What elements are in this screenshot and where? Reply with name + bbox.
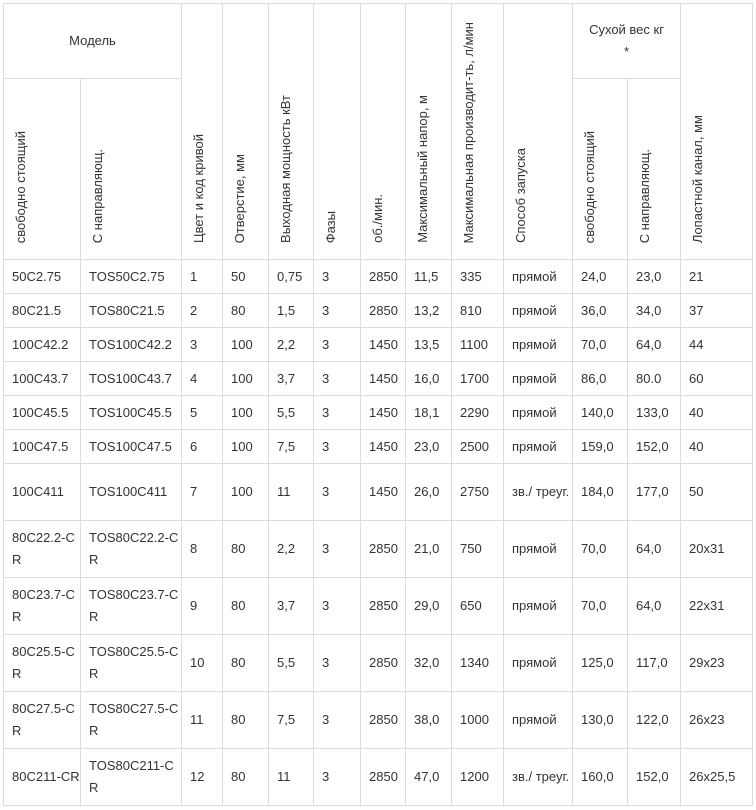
cell-weight-guide: 152,0 — [628, 749, 681, 806]
cell-power: 1,5 — [269, 294, 314, 328]
pump-spec-table — [3, 3, 753, 806]
cell-power: 11 — [269, 464, 314, 521]
cell-channel: 60 — [681, 362, 753, 396]
cell-power: 5,5 — [269, 396, 314, 430]
table-row — [4, 464, 753, 521]
cell-weight-free: 125,0 — [573, 635, 628, 692]
cell-channel: 29x23 — [681, 635, 753, 692]
cell-model: 80C211-CR — [4, 749, 81, 806]
cell-weight-guide: 80.0 — [628, 362, 681, 396]
cell-opening: 80 — [223, 692, 269, 749]
header-max-flow: Максимальная производит-ть, л/мин — [452, 4, 504, 260]
cell-weight-free: 70,0 — [573, 521, 628, 578]
cell-model: 100C411 — [4, 464, 81, 521]
table-row — [4, 692, 753, 749]
cell-max-head: 47,0 — [406, 749, 452, 806]
cell-start-method: прямой — [504, 396, 573, 430]
cell-phases: 3 — [314, 430, 361, 464]
cell-rpm: 1450 — [361, 464, 406, 521]
cell-model-guide: TOS100C45.5 — [81, 396, 182, 430]
cell-phases: 3 — [314, 328, 361, 362]
header-power: Выходная мощность кВт — [269, 4, 314, 260]
cell-max-flow: 2500 — [452, 430, 504, 464]
cell-model: 80C23.7-CR — [4, 578, 81, 635]
cell-color-code: 10 — [182, 635, 223, 692]
table-row — [4, 749, 753, 806]
header-dry-weight: Сухой вес кг * — [573, 4, 681, 79]
cell-rpm: 1450 — [361, 430, 406, 464]
cell-start-method: прямой — [504, 294, 573, 328]
cell-opening: 80 — [223, 749, 269, 806]
cell-model: 80C25.5-CR — [4, 635, 81, 692]
cell-model-guide: TOS80C22.2-CR — [81, 521, 182, 578]
cell-max-flow: 2290 — [452, 396, 504, 430]
table-row — [4, 396, 753, 430]
cell-max-head: 26,0 — [406, 464, 452, 521]
cell-phases: 3 — [314, 635, 361, 692]
cell-start-method: прямой — [504, 635, 573, 692]
cell-weight-guide: 64,0 — [628, 521, 681, 578]
cell-model: 100C43.7 — [4, 362, 81, 396]
cell-model: 100C42.2 — [4, 328, 81, 362]
cell-weight-free: 24,0 — [573, 260, 628, 294]
cell-opening: 100 — [223, 328, 269, 362]
cell-weight-guide: 23,0 — [628, 260, 681, 294]
cell-rpm: 2850 — [361, 578, 406, 635]
cell-opening: 100 — [223, 362, 269, 396]
cell-max-flow: 1700 — [452, 362, 504, 396]
cell-max-flow: 1000 — [452, 692, 504, 749]
cell-power: 7,5 — [269, 430, 314, 464]
cell-max-head: 13,5 — [406, 328, 452, 362]
cell-start-method: прямой — [504, 692, 573, 749]
cell-phases: 3 — [314, 521, 361, 578]
header-weight-free-standing: свободно стоящий — [573, 79, 628, 260]
cell-opening: 100 — [223, 396, 269, 430]
cell-max-flow: 750 — [452, 521, 504, 578]
cell-model: 80C21.5 — [4, 294, 81, 328]
cell-phases: 3 — [314, 692, 361, 749]
cell-power: 2,2 — [269, 328, 314, 362]
cell-color-code: 11 — [182, 692, 223, 749]
cell-color-code: 2 — [182, 294, 223, 328]
cell-weight-free: 159,0 — [573, 430, 628, 464]
cell-channel: 26x23 — [681, 692, 753, 749]
cell-max-flow: 335 — [452, 260, 504, 294]
header-model-free-standing: свободно стоящий — [4, 79, 81, 260]
header-max-head: Максимальный напор, м — [406, 4, 452, 260]
cell-color-code: 4 — [182, 362, 223, 396]
cell-model: 50C2.75 — [4, 260, 81, 294]
cell-weight-guide: 117,0 — [628, 635, 681, 692]
table-row — [4, 635, 753, 692]
cell-model-guide: TOS80C21.5 — [81, 294, 182, 328]
header-opening: Отверстие, мм — [223, 4, 269, 260]
table-body — [4, 260, 753, 806]
cell-color-code: 6 — [182, 430, 223, 464]
header-channel: Лопастной канал, мм — [681, 4, 753, 260]
cell-max-flow: 1340 — [452, 635, 504, 692]
cell-max-flow: 2750 — [452, 464, 504, 521]
cell-opening: 80 — [223, 294, 269, 328]
cell-power: 5,5 — [269, 635, 314, 692]
cell-channel: 40 — [681, 430, 753, 464]
cell-rpm: 1450 — [361, 362, 406, 396]
cell-opening: 80 — [223, 521, 269, 578]
cell-opening: 50 — [223, 260, 269, 294]
cell-model-guide: TOS80C27.5-CR — [81, 692, 182, 749]
cell-rpm: 2850 — [361, 294, 406, 328]
cell-weight-guide: 133,0 — [628, 396, 681, 430]
cell-weight-guide: 152,0 — [628, 430, 681, 464]
cell-max-flow: 1200 — [452, 749, 504, 806]
cell-channel: 37 — [681, 294, 753, 328]
cell-phases: 3 — [314, 464, 361, 521]
table-row — [4, 362, 753, 396]
cell-color-code: 8 — [182, 521, 223, 578]
cell-model-guide: TOS80C25.5-CR — [81, 635, 182, 692]
cell-phases: 3 — [314, 578, 361, 635]
cell-start-method: зв./ треуг. — [504, 464, 573, 521]
cell-weight-free: 70,0 — [573, 328, 628, 362]
cell-channel: 50 — [681, 464, 753, 521]
cell-opening: 80 — [223, 635, 269, 692]
cell-model: 100C45.5 — [4, 396, 81, 430]
cell-rpm: 1450 — [361, 396, 406, 430]
cell-rpm: 2850 — [361, 635, 406, 692]
cell-model: 80C22.2-CR — [4, 521, 81, 578]
table-row — [4, 328, 753, 362]
table-row — [4, 521, 753, 578]
cell-weight-guide: 122,0 — [628, 692, 681, 749]
cell-opening: 80 — [223, 578, 269, 635]
dry-weight-footnote-mark: * — [623, 44, 630, 59]
header-color-code: Цвет и код кривой — [182, 4, 223, 260]
cell-weight-guide: 64,0 — [628, 328, 681, 362]
cell-max-head: 13,2 — [406, 294, 452, 328]
cell-phases: 3 — [314, 396, 361, 430]
cell-channel: 40 — [681, 396, 753, 430]
cell-weight-free: 160,0 — [573, 749, 628, 806]
cell-power: 7,5 — [269, 692, 314, 749]
cell-start-method: прямой — [504, 328, 573, 362]
cell-start-method: прямой — [504, 521, 573, 578]
cell-start-method: прямой — [504, 578, 573, 635]
table-row — [4, 430, 753, 464]
cell-max-head: 23,0 — [406, 430, 452, 464]
cell-model-guide: TOS100C411 — [81, 464, 182, 521]
cell-max-head: 29,0 — [406, 578, 452, 635]
header-model-with-guide: С направляющ. — [81, 79, 182, 260]
cell-rpm: 2850 — [361, 692, 406, 749]
cell-channel: 22x31 — [681, 578, 753, 635]
table-row — [4, 578, 753, 635]
cell-phases: 3 — [314, 362, 361, 396]
cell-color-code: 3 — [182, 328, 223, 362]
cell-phases: 3 — [314, 749, 361, 806]
cell-weight-guide: 177,0 — [628, 464, 681, 521]
cell-power: 2,2 — [269, 521, 314, 578]
cell-max-head: 18,1 — [406, 396, 452, 430]
cell-rpm: 2850 — [361, 749, 406, 806]
header-phases: Фазы — [314, 4, 361, 260]
cell-weight-free: 70,0 — [573, 578, 628, 635]
cell-phases: 3 — [314, 260, 361, 294]
cell-model: 100C47.5 — [4, 430, 81, 464]
header-model: Модель — [4, 4, 182, 79]
cell-color-code: 7 — [182, 464, 223, 521]
cell-power: 3,7 — [269, 362, 314, 396]
cell-rpm: 2850 — [361, 521, 406, 578]
cell-model-guide: TOS100C43.7 — [81, 362, 182, 396]
cell-max-flow: 810 — [452, 294, 504, 328]
cell-weight-free: 130,0 — [573, 692, 628, 749]
cell-rpm: 1450 — [361, 328, 406, 362]
header-rpm: об./мин. — [361, 4, 406, 260]
cell-model-guide: TOS50C2.75 — [81, 260, 182, 294]
cell-max-head: 11,5 — [406, 260, 452, 294]
cell-weight-free: 140,0 — [573, 396, 628, 430]
cell-opening: 100 — [223, 464, 269, 521]
cell-model-guide: TOS80C211-CR — [81, 749, 182, 806]
cell-model-guide: TOS100C42.2 — [81, 328, 182, 362]
cell-max-head: 21,0 — [406, 521, 452, 578]
cell-weight-guide: 34,0 — [628, 294, 681, 328]
header-weight-with-guide: С направляющ. — [628, 79, 681, 260]
cell-weight-free: 184,0 — [573, 464, 628, 521]
cell-channel: 21 — [681, 260, 753, 294]
header-start-method: Способ запуска — [504, 4, 573, 260]
cell-channel: 26x25,5 — [681, 749, 753, 806]
cell-weight-free: 86,0 — [573, 362, 628, 396]
cell-color-code: 9 — [182, 578, 223, 635]
cell-max-flow: 1100 — [452, 328, 504, 362]
cell-channel: 20x31 — [681, 521, 753, 578]
cell-start-method: прямой — [504, 362, 573, 396]
cell-max-head: 38,0 — [406, 692, 452, 749]
cell-weight-guide: 64,0 — [628, 578, 681, 635]
cell-model-guide: TOS100C47.5 — [81, 430, 182, 464]
cell-power: 0,75 — [269, 260, 314, 294]
cell-opening: 100 — [223, 430, 269, 464]
cell-channel: 44 — [681, 328, 753, 362]
cell-start-method: зв./ треуг. — [504, 749, 573, 806]
cell-model-guide: TOS80C23.7-CR — [81, 578, 182, 635]
cell-max-flow: 650 — [452, 578, 504, 635]
cell-max-head: 32,0 — [406, 635, 452, 692]
cell-weight-free: 36,0 — [573, 294, 628, 328]
cell-model: 80C27.5-CR — [4, 692, 81, 749]
cell-color-code: 1 — [182, 260, 223, 294]
cell-max-head: 16,0 — [406, 362, 452, 396]
table-row — [4, 260, 753, 294]
cell-power: 3,7 — [269, 578, 314, 635]
cell-color-code: 5 — [182, 396, 223, 430]
cell-phases: 3 — [314, 294, 361, 328]
table-row — [4, 294, 753, 328]
cell-power: 11 — [269, 749, 314, 806]
cell-rpm: 2850 — [361, 260, 406, 294]
cell-start-method: прямой — [504, 430, 573, 464]
cell-color-code: 12 — [182, 749, 223, 806]
cell-start-method: прямой — [504, 260, 573, 294]
